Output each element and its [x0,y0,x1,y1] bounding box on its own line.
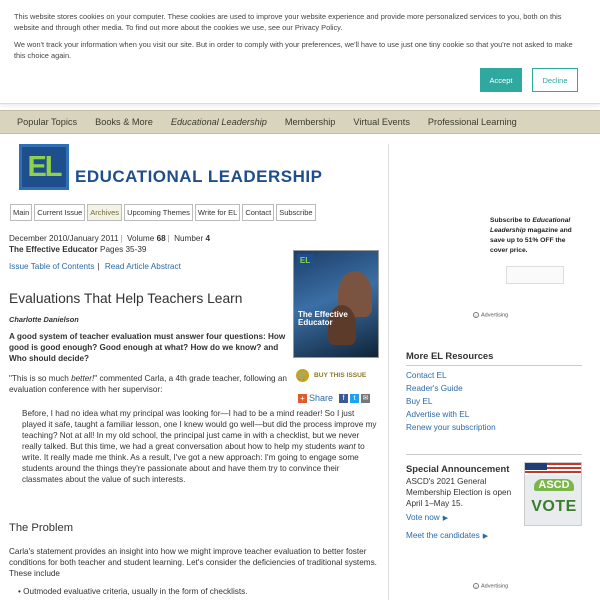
article-title: Evaluations That Help Teachers Learn [9,291,243,306]
issue-date: December 2010/January 2011 [9,234,119,243]
flag-graphic [525,463,582,475]
issue-links: Issue Table of Contents | Read Article Abstract [9,262,181,271]
info-icon: i [473,583,479,589]
meet-candidates-text: Meet the candidates [406,531,480,540]
share-bar [298,393,370,403]
announcement-heading: Special Announcement [406,463,510,474]
subscribe-promo[interactable] [490,216,574,256]
resource-link-advertise[interactable]: Advertise with EL [406,410,470,419]
subnav-subscribe[interactable]: Subscribe [276,204,315,221]
subnav-write-for-el[interactable]: Write for EL [195,204,240,221]
advertising-text: Advertising [481,312,509,319]
number-label: Number [174,234,204,243]
cover-logo: EL [297,254,313,267]
advertising-label [473,312,508,318]
quote-emphasis: want [338,442,356,451]
column-divider [388,144,389,600]
advertising-label-2 [473,583,508,589]
share-label[interactable]: Share [309,393,334,403]
main-nav [0,110,600,134]
vote-badge-ascd: ASCD [534,479,574,491]
p1-text-a: "This is so much [9,374,72,383]
more-resources-list [406,369,496,434]
decline-button[interactable]: Decline [532,68,578,92]
vote-now-link[interactable] [406,513,448,522]
accept-button[interactable]: Accept [480,68,522,92]
cookie-text-2: We won't track your information when you visit our site. But in order to comply with your preferences, we'll have to use just one tiny cookie so that you're not asked to make this choice again. [14,40,573,60]
vote-badge[interactable] [524,462,582,526]
cookie-buttons [480,68,578,92]
el-logo-mark: EL [19,144,69,190]
subscribe-text-b: magazine and save up to 51% OFF the cover price. [490,227,572,254]
subnav-archives[interactable]: Archives [87,204,122,221]
subscribe-ad-slot[interactable] [506,266,564,284]
info-icon: i [473,312,479,318]
issue-meta: December 2010/January 2011 | Volume 68 | Number 4 The Effective Educator Pages 35-39 [9,234,211,254]
article-paragraph-2: Carla's statement provides an insight into how we might improve teacher evaluation to better foster conditions for both teacher and student learning. Let's consider the deficiencies of traditional systems. These include [9,547,377,578]
el-logo[interactable] [19,144,322,190]
email-icon[interactable]: ✉ [362,395,369,402]
issue-title: The Effective Educator [9,245,98,254]
nav-item-popular-topics[interactable]: Popular Topics [17,117,78,127]
cart-icon: 🛒 [297,371,308,380]
vote-badge-vote: VOTE [531,498,577,515]
quote-text-a: Before, I had no idea what my principal was looking for—I had to be a mind reader! So I just played it safe, taught a familiar lesson, one I knew would go well—but did the process improve my teaching? Not at all! In my old school, the principal just came in with a checklist, but we never really talked. But this time, we had a great conversation about how to help my students [22,409,377,451]
p1-emphasis: better! [71,374,95,383]
quote-text-b: to write. It really made me think. As a result, I've got a new approach: I'm going to engage some students around the things they're passionate about and have them try to convince their classmates about the value of such interests. [22,442,365,484]
resource-link-buy[interactable]: Buy EL [406,397,433,406]
meet-candidates-link[interactable] [406,531,488,540]
advertising-text-2: Advertising [481,583,509,590]
article-blockquote [22,408,379,485]
toc-link[interactable]: Issue Table of Contents [9,262,95,271]
issue-cover-image[interactable] [293,250,379,358]
issue-number: 4 [205,234,211,243]
volume-label: Volume [126,234,155,243]
volume-number: 68 [156,234,166,243]
chevron-right-icon: ▶ [442,515,449,522]
subscribe-text-a: Subscribe to [490,217,533,224]
subscribe-emphasis: Educational Leadership [490,217,571,234]
nav-item-membership[interactable]: Membership [284,117,336,127]
buy-label: BUY THIS ISSUE [314,372,367,379]
cookie-banner [0,0,600,104]
resource-link-readers-guide[interactable]: Reader's Guide [406,384,463,393]
bullet-text: Outmoded evaluative criteria, usually in the form of checklists. [23,587,248,596]
nav-item-books[interactable]: Books & More [95,117,153,127]
article-paragraph-1 [9,373,294,395]
announcement-text: ASCD's 2021 General Membership Election is open April 1–May 15. [406,477,512,508]
abstract-link[interactable]: Read Article Abstract [104,262,181,271]
subnav-contact[interactable]: Contact [242,204,274,221]
chevron-right-icon: ▶ [482,533,489,540]
facebook-icon[interactable]: f [339,394,348,403]
resource-link-renew[interactable]: Renew your subscription [406,423,496,432]
announcement-divider [406,454,582,455]
nav-item-virtual-events[interactable]: Virtual Events [353,117,410,127]
subnav-upcoming-themes[interactable]: Upcoming Themes [124,204,193,221]
subnav-current-issue[interactable]: Current Issue [34,204,85,221]
article-author[interactable]: Charlotte Danielson [9,315,79,324]
article-lead: A good system of teacher evaluation must answer four questions: How good is good enough? Good enough at what? How do we know? and Who should decide? [9,332,286,363]
buy-this-issue-button[interactable] [296,369,366,382]
more-resources-heading: More EL Resources [406,350,582,366]
twitter-icon[interactable]: t [350,394,359,403]
resource-link-contact[interactable]: Contact EL [406,371,447,380]
p1-text-b: " commented Carla, a 4th grade teacher, following an evaluation conference with her supervisor: [9,374,287,394]
cover-title: The Effective Educator [298,310,348,327]
el-subnav [10,204,316,221]
el-logo-text: EDUCATIONAL LEADERSHIP [75,167,323,186]
subnav-main[interactable]: Main [10,204,32,221]
section-heading: The Problem [9,522,74,534]
nav-item-professional-learning[interactable]: Professional Learning [427,117,517,127]
cookie-text-1: This website stores cookies on your computer. These cookies are used to improve your website experience and provide more personalized services to you, both on this website and through other media. To find out more about the cookies we use, see our Privacy Policy. [14,12,562,32]
issue-pages: Pages 35-39 [100,245,147,254]
nav-item-educational-leadership[interactable]: Educational Leadership [170,117,267,127]
vote-now-text: Vote now [406,513,440,522]
share-plus-icon[interactable]: + [298,394,307,403]
bullet-item: • Outmoded evaluative criteria, usually in the form of checklists. [18,587,248,596]
